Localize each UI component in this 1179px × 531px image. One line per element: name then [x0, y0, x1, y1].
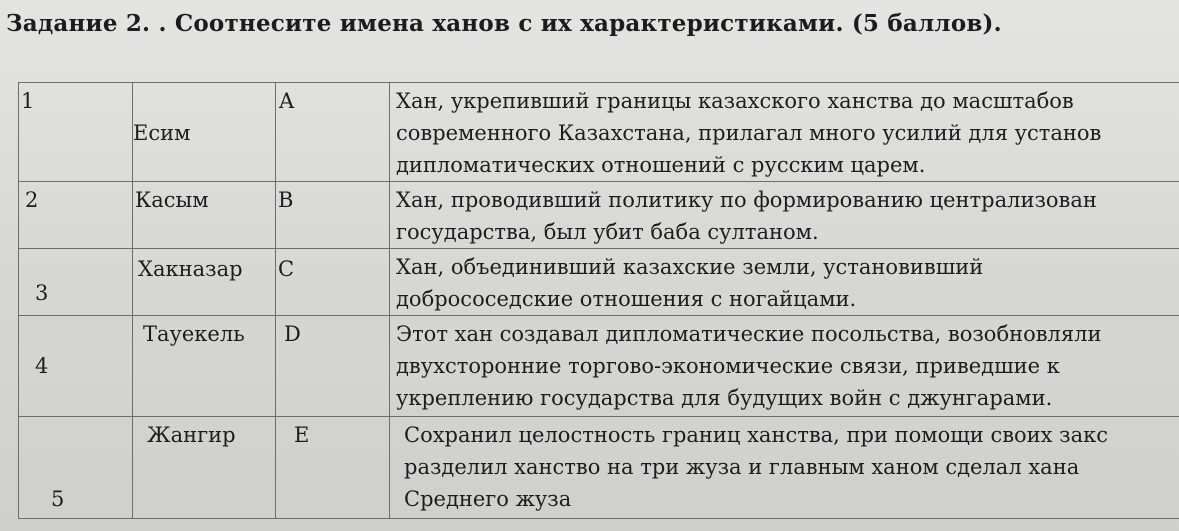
row-number: 4 [35, 354, 49, 378]
row-letter: D [284, 322, 301, 346]
name-cell [133, 417, 276, 519]
description-cell [390, 83, 1179, 182]
letter-cell [276, 182, 390, 249]
khan-name: Жангир [147, 423, 236, 447]
table-row [19, 249, 1179, 316]
description-cell [390, 316, 1179, 417]
name-cell [133, 249, 276, 316]
khan-name: Хакназар [138, 257, 243, 281]
khan-name: Касым [135, 188, 209, 212]
row-number: 2 [25, 188, 39, 212]
khan-description: Хан, объединивший казахские земли, установивший добрососедские отношения с ногайцами. [396, 255, 984, 311]
letter-cell [276, 316, 390, 417]
matching-table [18, 82, 1179, 519]
number-cell [19, 417, 133, 519]
letter-cell [276, 417, 390, 519]
khan-description: Этот хан создавал дипломатические посольства, возобновляли двухсторонние торгово-экономические связи, приведшие к укреплению государства для будущих войн с джунгарами. [396, 322, 1102, 410]
row-letter: E [294, 423, 310, 447]
khan-description: Сохранил целостность границ ханства, при помощи своих закс разделил ханство на три жуза и главным ханом сделал хана Среднего жуза [404, 423, 1109, 511]
khan-name: Есим [133, 121, 191, 145]
number-cell [19, 249, 133, 316]
table-row [19, 182, 1179, 249]
table-row [19, 316, 1179, 417]
task-title: Задание 2. . Соотнесите имена ханов с их характеристиками. (5 баллов). [6, 10, 1002, 37]
row-number: 1 [21, 89, 35, 113]
row-number: 3 [35, 281, 49, 305]
name-cell [133, 83, 276, 182]
number-cell [19, 182, 133, 249]
khan-name: Тауекель [143, 322, 245, 346]
khan-description: Хан, проводивший политику по формированию централизован государства, был убит баба султаном. [396, 188, 1097, 244]
number-cell [19, 316, 133, 417]
description-cell [390, 249, 1179, 316]
row-letter: C [278, 257, 295, 281]
name-cell [133, 182, 276, 249]
row-letter: B [278, 188, 294, 212]
description-cell [390, 182, 1179, 249]
name-cell [133, 316, 276, 417]
khan-description: Хан, укрепивший границы казахского ханства до масштабов современного Казахстана, прилагал много усилий для установ дипломатических отношений с русским царем. [396, 89, 1102, 177]
description-cell [390, 417, 1179, 519]
row-number: 5 [51, 487, 65, 511]
number-cell [19, 83, 133, 182]
letter-cell [276, 83, 390, 182]
letter-cell [276, 249, 390, 316]
row-letter: A [279, 89, 295, 113]
table-row [19, 83, 1179, 182]
table-row [19, 417, 1179, 519]
